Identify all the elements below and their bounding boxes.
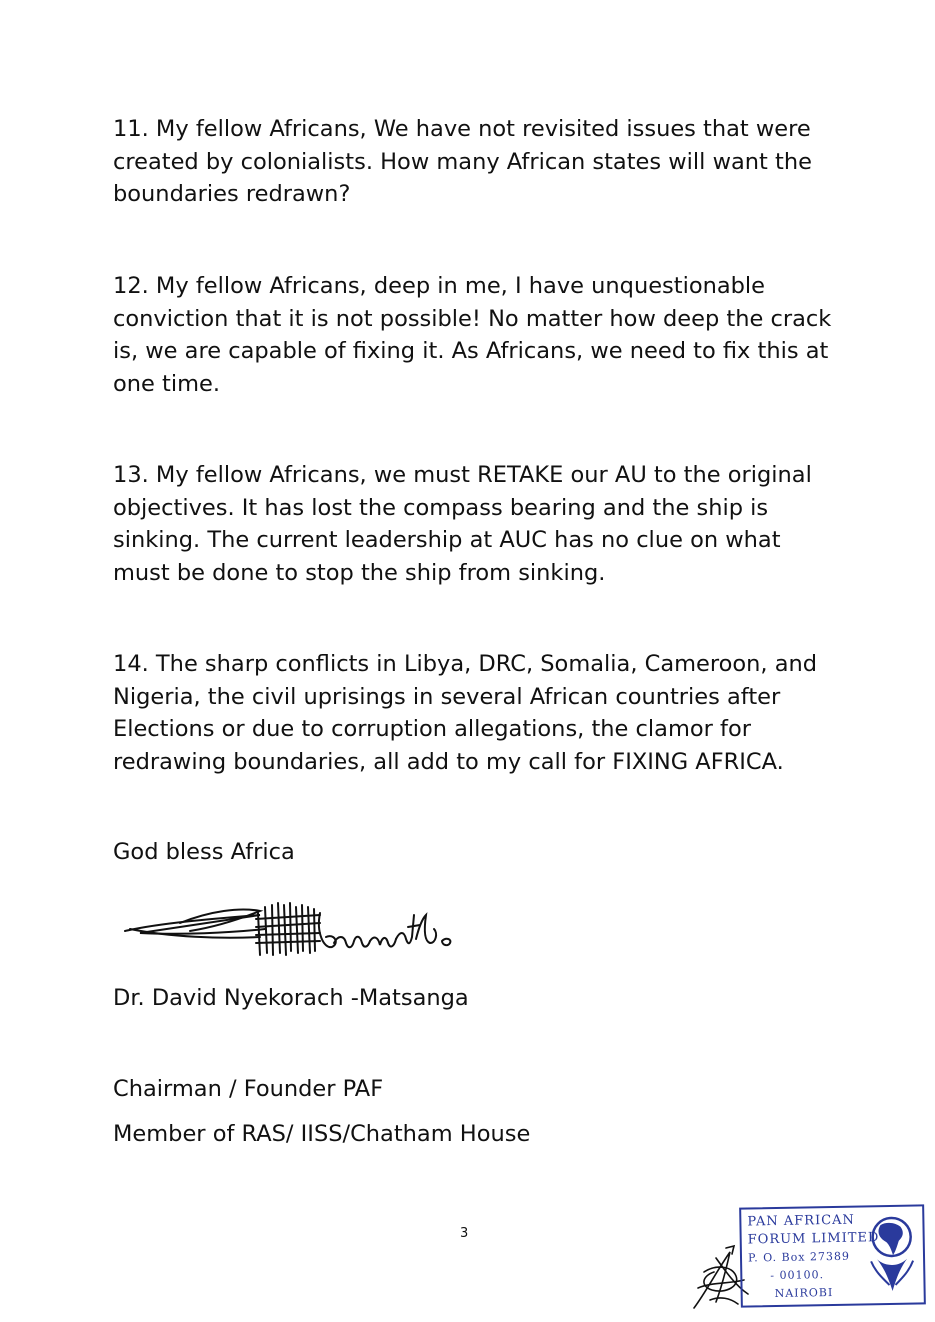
paragraph-11: 11. My fellow Africans, We have not revisited issues that were created by colonialists. How many African states will want the boundaries redrawn? (113, 116, 812, 207)
company-stamp (739, 1204, 926, 1307)
stamp-line-1: PAN AFRICAN (747, 1212, 856, 1230)
signatory-membership: Member of RAS/ IISS/Chatham House (113, 1121, 531, 1147)
signature-image (120, 893, 480, 963)
signatory-name: Dr. David Nyekorach -Matsanga (113, 985, 469, 1011)
stamp-line-2: FORUM LIMITED (747, 1230, 880, 1248)
signatory-title: Chairman / Founder PAF (113, 1076, 384, 1102)
paragraph-12: 12. My fellow Africans, deep in me, I have unquestionable conviction that it is not possible! No matter how deep the crack is, we are capable of fixing it. As Africans, we need to fix this at one time. (113, 273, 832, 397)
closing-blessing: God bless Africa (113, 839, 295, 865)
paragraph-13: 13. My fellow Africans, we must RETAKE our AU to the original objectives. It has lost the compass bearing and the ship is sinking. The current leadership at AUC has no clue on what must be done to stop the ship from sinking. (113, 462, 812, 586)
page-number: 3 (460, 1226, 469, 1241)
stamp-line-4: - 00100. (770, 1268, 825, 1283)
africa-globe-icon (866, 1215, 917, 1298)
stamp-text (747, 1211, 880, 1303)
paragraph-14: 14. The sharp conflicts in Libya, DRC, Somalia, Cameroon, and Nigeria, the civil uprisings in several African countries after Elections or due to corruption allegations, the clamor for redrawing boundaries, all add to my call for FIXING AFRICA. (113, 651, 818, 775)
stamp-line-5: NAIROBI (774, 1285, 834, 1301)
stamp-line-3: P. O. Box 27389 (747, 1249, 851, 1265)
